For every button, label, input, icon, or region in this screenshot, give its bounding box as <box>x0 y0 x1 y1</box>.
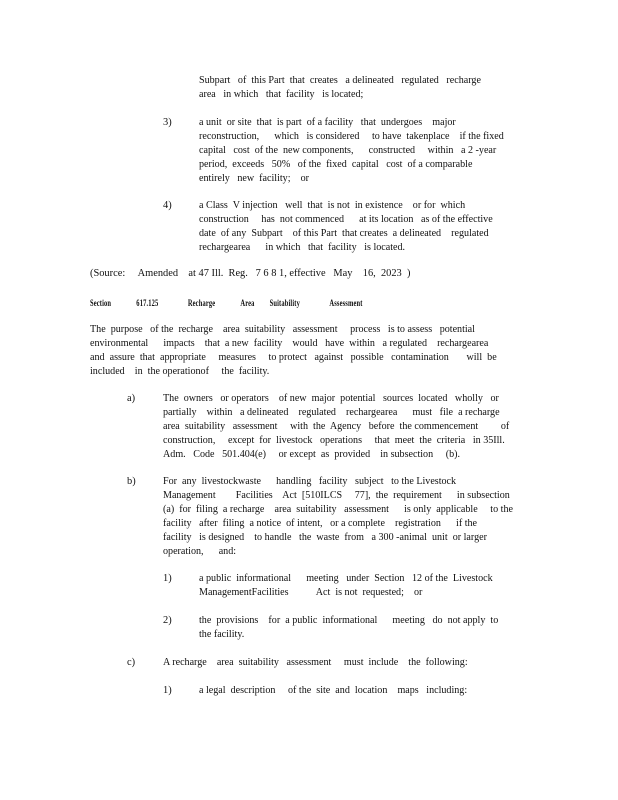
section-title-word: Area <box>240 298 255 308</box>
text-line: The owners or operators of new major potential sources located wholly or <box>163 393 499 404</box>
text-line: a unit or site that is part of a facility that undergoes major <box>199 117 456 128</box>
source-note: (Source: Amended at 47 Ill. Reg. 7 6 8 1, effective May 16, 2023 ) <box>90 268 411 279</box>
text-line: rechargearea in which that facility is located. <box>199 242 406 253</box>
text-line: the facility. <box>199 629 245 640</box>
text-line: construction, except for livestock operations that meet the criteria in 35Ill. <box>163 435 505 446</box>
text-line: capital cost of the new components, constructed within a 2 -year <box>199 145 497 156</box>
text-line: a legal description of the site and location maps including: <box>199 685 468 696</box>
item-number: 1) <box>163 685 172 696</box>
section-title-word: Assessment <box>329 298 363 308</box>
text-line: period, exceeds 50% of the fixed capital cost of a comparable <box>199 159 473 170</box>
subsection-letter: a) <box>127 393 136 404</box>
section-label: Section <box>90 298 112 308</box>
text-line: The purpose of the recharge area suitability assessment process is to assess potential <box>90 324 475 335</box>
text-line: ManagementFacilities Act is not requested; or <box>199 587 423 598</box>
item-number: 2) <box>163 615 172 626</box>
section-number: 617.125 <box>136 298 159 308</box>
section-heading <box>90 297 363 309</box>
text-line: Subpart of this Part that creates a delineated regulated recharge <box>199 75 481 86</box>
text-line: environmental impacts that a new facility would have within a regulated rechargearea <box>90 338 489 349</box>
text-line: Adm. Code 501.404(e) or except as provided in subsection (b). <box>163 449 461 460</box>
text-line: facility after filing a notice of intent, or a complete registration if the <box>163 518 478 529</box>
text-line: Management Facilities Act [510ILCS 77], the requirement in subsection <box>163 490 510 501</box>
text-line: partially within a delineated regulated rechargearea must file a recharge <box>163 407 500 418</box>
item-number: 3) <box>163 117 172 128</box>
text-line: construction has not commenced at its location as of the effective <box>199 214 493 225</box>
subsection-letter: b) <box>127 476 136 487</box>
text-line: A recharge area suitability assessment must include the following: <box>163 657 468 668</box>
text-line: a public informational meeting under Section 12 of the Livestock <box>199 573 493 584</box>
text-line: entirely new facility; or <box>199 173 310 184</box>
text-line: a Class V injection well that is not in existence or for which <box>199 200 466 211</box>
item-number: 4) <box>163 200 172 211</box>
text-line: reconstruction, which is considered to have takenplace if the fixed <box>199 131 504 142</box>
section-title-word: Suitability <box>269 298 300 308</box>
text-line: (a) for filing a recharge area suitability assessment is only applicable to the <box>163 504 513 515</box>
text-line: area suitability assessment with the Agency before the commencement of <box>163 421 510 432</box>
section-title-word: Recharge <box>187 298 216 308</box>
item-number: 1) <box>163 573 172 584</box>
text-line: date of any Subpart of this Part that creates a delineated regulated <box>199 228 489 239</box>
text-line: included in the operationof the facility. <box>90 366 270 377</box>
text-line: the provisions for a public informational meeting do not apply to <box>199 615 499 626</box>
subsection-letter: c) <box>127 657 136 668</box>
text-line: operation, and: <box>163 546 237 557</box>
text-line: For any livestockwaste handling facility subject to the Livestock <box>163 476 457 487</box>
text-line: area in which that facility is located; <box>199 89 364 100</box>
text-line: facility is designed to handle the waste from a 300 -animal unit or larger <box>163 532 487 543</box>
text-line: and assure that appropriate measures to protect against possible contamination will be <box>90 352 497 363</box>
